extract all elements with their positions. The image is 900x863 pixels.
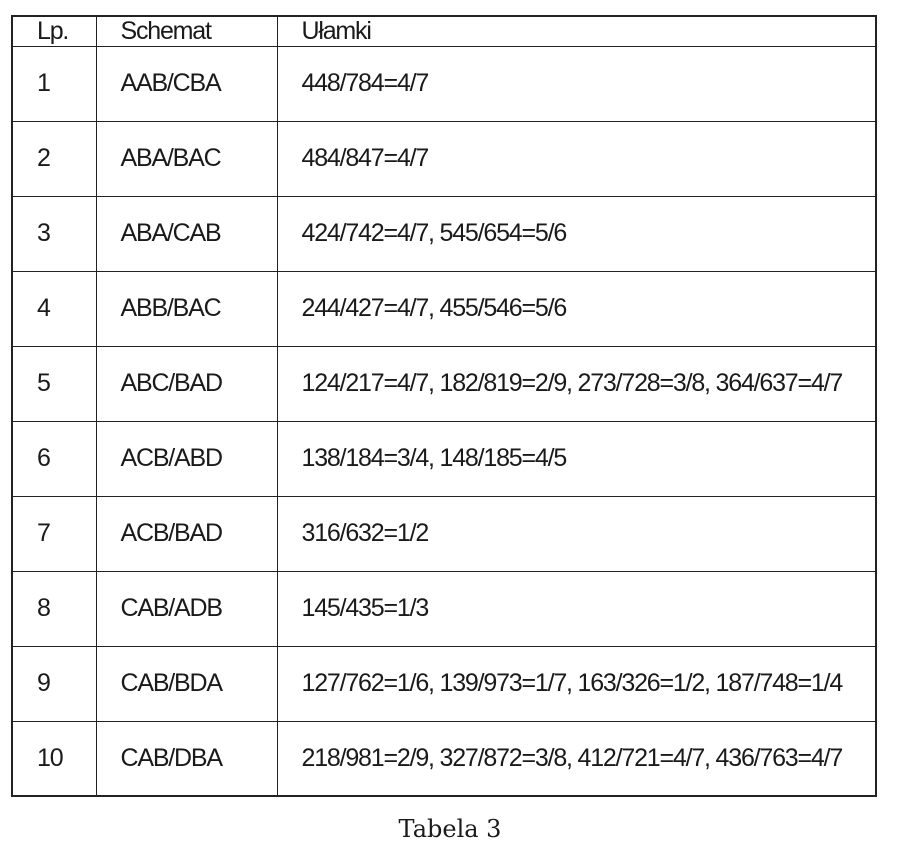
cell-lp: 2 (13, 121, 96, 196)
cell-schemat: ABC/BAD (96, 346, 277, 421)
cell-schemat: CAB/BDA (96, 646, 277, 721)
cell-schemat: AAB/CBA (96, 47, 277, 122)
table-row (13, 496, 875, 571)
cell-schemat: ACB/ABD (96, 421, 277, 496)
cell-ulamki: 244/427=4/7, 455/546=5/6 (277, 271, 875, 346)
cell-schemat: ABA/CAB (96, 196, 277, 271)
cell-lp: 3 (13, 196, 96, 271)
cell-lp: 5 (13, 346, 96, 421)
cell-lp: 7 (13, 496, 96, 571)
table-row (13, 721, 875, 795)
cell-schemat: CAB/ADB (96, 571, 277, 646)
cell-ulamki: 124/217=4/7, 182/819=2/9, 273/728=3/8, 364/637=4/7 (277, 346, 875, 421)
cell-ulamki: 138/184=3/4, 148/185=4/5 (277, 421, 875, 496)
cell-ulamki: 145/435=1/3 (277, 571, 875, 646)
cell-ulamki: 484/847=4/7 (277, 121, 875, 196)
table-row (13, 47, 875, 122)
header-lp: Lp. (13, 17, 96, 47)
cell-lp: 9 (13, 646, 96, 721)
cell-schemat: ABB/BAC (96, 271, 277, 346)
fractions-table (13, 17, 875, 795)
table-row (13, 346, 875, 421)
cell-lp: 10 (13, 721, 96, 795)
cell-ulamki: 218/981=2/9, 327/872=3/8, 412/721=4/7, 436/763=4/7 (277, 721, 875, 795)
cell-schemat: ABA/BAC (96, 121, 277, 196)
cell-ulamki: 448/784=4/7 (277, 47, 875, 122)
cell-ulamki: 316/632=1/2 (277, 496, 875, 571)
table-row (13, 571, 875, 646)
cell-lp: 1 (13, 47, 96, 122)
fractions-table-frame (11, 15, 877, 797)
cell-ulamki: 424/742=4/7, 545/654=5/6 (277, 196, 875, 271)
cell-lp: 6 (13, 421, 96, 496)
header-schemat: Schemat (96, 17, 277, 47)
table-caption: Tabela 3 (398, 815, 502, 843)
table-row (13, 421, 875, 496)
cell-schemat: CAB/DBA (96, 721, 277, 795)
table-row (13, 271, 875, 346)
table-row (13, 646, 875, 721)
table-row (13, 196, 875, 271)
header-ulamki: Ułamki (277, 17, 875, 47)
cell-lp: 8 (13, 571, 96, 646)
cell-ulamki: 127/762=1/6, 139/973=1/7, 163/326=1/2, 187/748=1/4 (277, 646, 875, 721)
cell-lp: 4 (13, 271, 96, 346)
cell-schemat: ACB/BAD (96, 496, 277, 571)
table-row (13, 121, 875, 196)
table-header-row (13, 17, 875, 47)
